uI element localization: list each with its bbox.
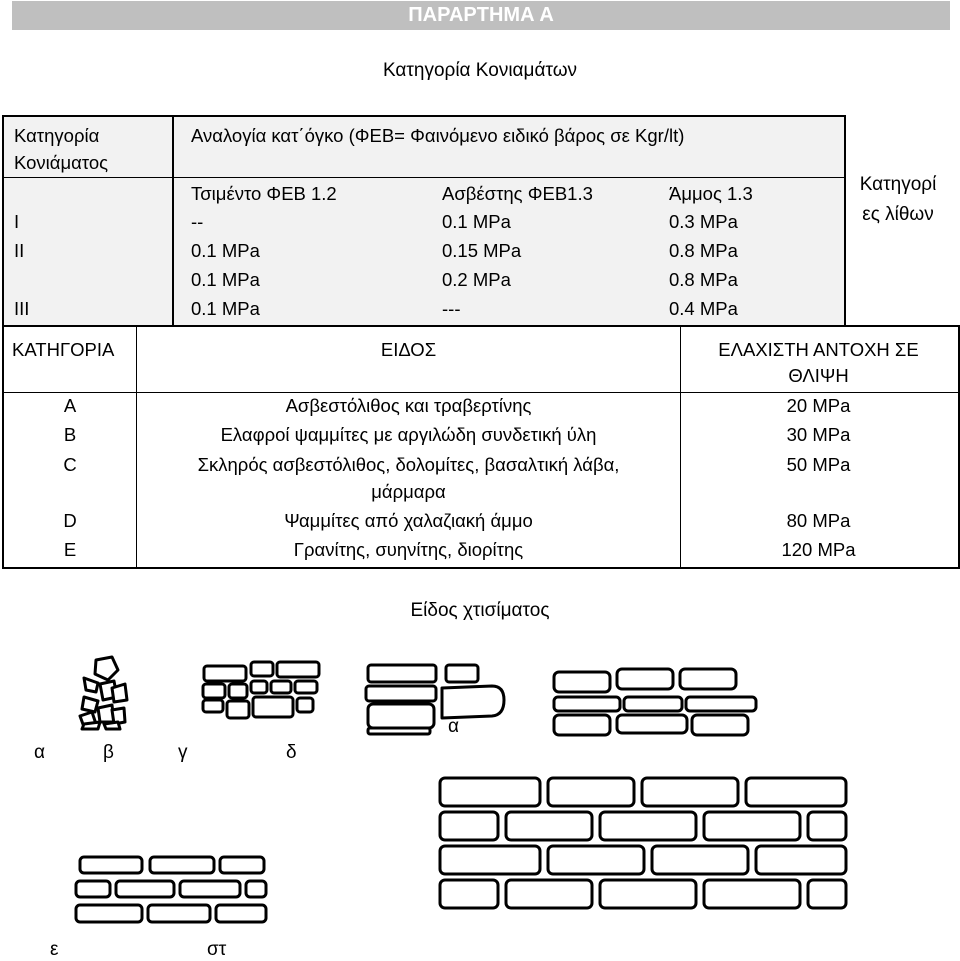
mortar-row-cement: 0.1 MPa <box>191 240 260 261</box>
stone-row-category: E <box>63 539 77 560</box>
mortar-row-sand: 0.4 MPa <box>669 298 738 319</box>
masonry-sketch-e <box>76 857 266 922</box>
sub-header-cement: Τσιμέντο ΦΕΒ 1.2 <box>191 183 337 204</box>
mortar-row-cement: 0.1 MPa <box>191 269 260 290</box>
stone-row-strength: 20 MPa <box>786 395 851 416</box>
masonry-sketch-a <box>80 657 127 729</box>
mortar-row-lime: 0.2 MPa <box>442 269 511 290</box>
stone-row-category: C <box>63 454 77 475</box>
label-gamma: γ <box>178 742 188 763</box>
mortar-row-sand: 0.8 MPa <box>669 240 738 261</box>
masonry-sketch-d <box>554 669 756 735</box>
stone-row-category: A <box>63 395 77 416</box>
mortar-row-lime: 0.1 MPa <box>442 211 511 232</box>
stone-header-type: ΕΙΔΟΣ <box>380 339 437 360</box>
stone-header-category: ΚΑΤΗΓΟΡΙΑ <box>12 339 115 360</box>
label-beta: β <box>103 742 114 763</box>
stone-row-type: Γρανίτης, συηνίτης, διορίτης <box>293 539 524 560</box>
stone-row-category: B <box>63 424 77 445</box>
mortar-row-sand: 0.3 MPa <box>669 211 738 232</box>
label-epsilon: ε <box>50 939 59 960</box>
sub-header-sand: Άμμος 1.3 <box>669 183 753 204</box>
stone-header-strength-2: ΘΛΙΨΗ <box>788 365 849 386</box>
mortar-row-lime: 0.15 MPa <box>442 240 522 261</box>
mortar-col1-header: Κατηγορία <box>14 125 100 146</box>
stone-row-strength: 120 MPa <box>781 539 856 560</box>
stone-row-type-cont: μάρμαρα <box>371 481 446 502</box>
mortar-row-cement: 0.1 MPa <box>191 298 260 319</box>
mortar-col1-header-2: Κονιάματος <box>14 152 109 173</box>
stone-row-type: Ελαφροί ψαμμίτες με αργιλώδη συνδετική ύλη <box>220 424 597 445</box>
label-alpha: α <box>34 742 45 763</box>
masonry-title: Είδος χτισίματος <box>410 600 550 621</box>
label-delta: δ <box>286 742 297 763</box>
stone-header-strength: ΕΛΑΧΙΣΤΗ ΑΝΤΟΧΗ ΣΕ <box>718 339 919 360</box>
stone-row-strength: 50 MPa <box>786 454 851 475</box>
mortar-row-category: III <box>14 298 30 319</box>
mortar-row-lime: --- <box>442 298 461 319</box>
stone-row-strength: 80 MPa <box>786 510 851 531</box>
ratio-header: Αναλογία κατ΄όγκο (ΦΕΒ= Φαινόμενο ειδικό βάρος σε Kgr/lt) <box>191 125 685 146</box>
sketch-overlap-label: α <box>448 716 459 737</box>
stone-row-type: Ασβεστόλιθος και τραβερτίνης <box>285 395 532 416</box>
mortar-table-title: Κατηγορία Κονιαμάτων <box>382 60 578 81</box>
masonry-sketch-wall <box>440 778 846 908</box>
stone-row-type: Ψαμμίτες από χαλαζιακή άμμο <box>284 510 533 531</box>
mortar-row-category: II <box>14 240 25 261</box>
stone-row-category: D <box>63 510 77 531</box>
appendix-banner: ΠΑΡΑΡΤΗΜΑ Α <box>12 1 950 30</box>
label-st: στ <box>207 939 227 960</box>
stone-categories-label-line2: ες λίθων <box>862 204 934 225</box>
mortar-row-cement: -- <box>191 211 204 232</box>
stone-row-type: Σκληρός ασβεστόλιθος, δολομίτες, βασαλτική λάβα, <box>197 454 620 475</box>
mortar-row-category: I <box>14 211 20 232</box>
masonry-sketch-g <box>366 665 504 734</box>
masonry-sketch-b <box>203 662 319 718</box>
stone-categories-label-line1: Κατηγορί <box>859 174 937 195</box>
stone-row-strength: 30 MPa <box>786 424 851 445</box>
sub-header-lime: Ασβέστης ΦΕΒ1.3 <box>442 183 593 204</box>
mortar-row-sand: 0.8 MPa <box>669 269 738 290</box>
